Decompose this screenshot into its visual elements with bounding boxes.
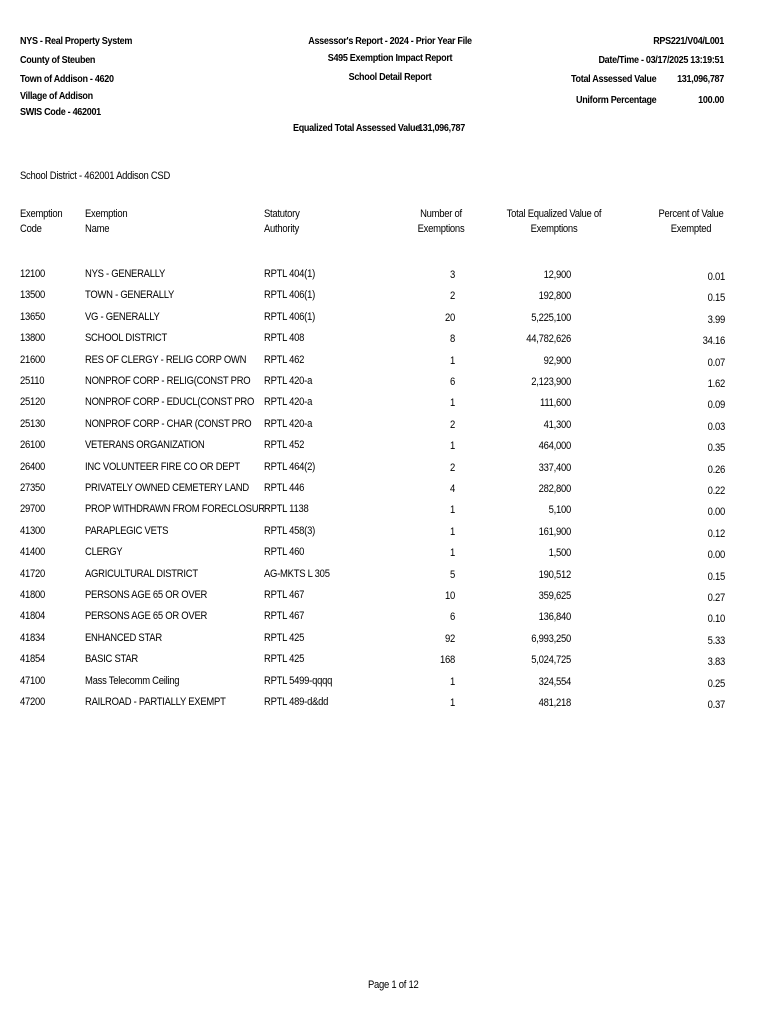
column-header-authority-line2: Authority bbox=[264, 223, 300, 235]
exemption-name-cell: PERSONS AGE 65 OR OVER bbox=[85, 589, 208, 601]
column-header-name bbox=[85, 207, 127, 237]
uniform-percentage-value: 100.00 bbox=[698, 94, 724, 106]
swis-code: SWIS Code - 462001 bbox=[20, 106, 101, 118]
exemption-name-cell: ENHANCED STAR bbox=[85, 631, 162, 644]
report-subtitle: S495 Exemption Impact Report bbox=[327, 52, 453, 64]
table-row bbox=[0, 418, 770, 439]
exemption-count-cell: 4 bbox=[449, 483, 455, 495]
exemption-code-cell: 41804 bbox=[20, 610, 46, 623]
exemption-name-cell: NYS - GENERALLY bbox=[85, 268, 166, 280]
exemption-code-cell: 41300 bbox=[20, 524, 46, 537]
equalized-value-cell: 161,900 bbox=[538, 525, 571, 538]
exemption-name-cell: PARAPLEGIC VETS bbox=[85, 524, 169, 537]
exemption-name-cell: NONPROF CORP - CHAR (CONST PRO bbox=[85, 417, 252, 430]
percent-exempted-cell: 0.22 bbox=[707, 485, 725, 497]
column-header-code bbox=[20, 207, 62, 237]
percent-exempted-cell: 0.03 bbox=[707, 420, 725, 433]
exemption-name-cell: RES OF CLERGY - RELIG CORP OWN bbox=[85, 353, 247, 366]
uniform-percentage-label: Uniform Percentage bbox=[576, 94, 657, 106]
town-name: Town of Addison - 4620 bbox=[20, 73, 114, 85]
equalized-value-cell: 12,900 bbox=[543, 269, 571, 281]
exemption-name-cell: INC VOLUNTEER FIRE CO OR DEPT bbox=[85, 460, 240, 473]
exemption-code-cell: 41834 bbox=[20, 631, 46, 644]
percent-exempted-cell: 1.62 bbox=[707, 378, 725, 390]
percent-exempted-cell: 0.12 bbox=[707, 527, 725, 540]
total-assessed-label: Total Assessed Value bbox=[571, 73, 657, 85]
column-header-percent-line1: Percent of Value bbox=[658, 208, 724, 220]
table-row bbox=[0, 546, 770, 567]
column-header-count-line1: Number of bbox=[420, 208, 462, 220]
table-row bbox=[0, 439, 770, 460]
equalized-value-cell: 359,625 bbox=[538, 590, 571, 602]
equalized-value-cell: 481,218 bbox=[538, 697, 571, 709]
percent-exempted-cell: 5.33 bbox=[707, 634, 725, 647]
exemption-code-cell: 41800 bbox=[20, 589, 46, 601]
column-header-percent-line2: Exempted bbox=[670, 223, 712, 235]
exemption-name-cell: BASIC STAR bbox=[85, 653, 138, 666]
exemption-count-cell: 10 bbox=[444, 590, 455, 602]
column-header-value-line2: Exemptions bbox=[530, 223, 578, 235]
table-row bbox=[0, 396, 770, 417]
exemption-count-cell: 1 bbox=[449, 504, 455, 517]
exemption-code-cell: 25120 bbox=[20, 396, 46, 409]
column-header-count bbox=[407, 207, 476, 237]
exemption-name-cell: TOWN - GENERALLY bbox=[85, 289, 175, 302]
exemption-name-cell: NONPROF CORP - RELIG(CONST PRO bbox=[85, 375, 251, 387]
school-district-title: School District - 462001 Addison CSD bbox=[20, 170, 171, 182]
exemption-name-cell: CLERGY bbox=[85, 546, 123, 559]
exemption-code-cell: 13800 bbox=[20, 332, 46, 345]
percent-exempted-cell: 0.09 bbox=[707, 399, 725, 412]
exemption-code-cell: 21600 bbox=[20, 353, 46, 366]
table-row bbox=[0, 568, 770, 589]
report-datetime: Date/Time - 03/17/2025 13:19:51 bbox=[598, 54, 724, 66]
statutory-authority-cell: RPTL 5499-qqqq bbox=[264, 674, 333, 687]
table-row bbox=[0, 696, 770, 717]
exemption-code-cell: 29700 bbox=[20, 503, 46, 516]
statutory-authority-cell: RPTL 458(3) bbox=[264, 524, 315, 537]
table-row bbox=[0, 632, 770, 653]
table-row bbox=[0, 375, 770, 396]
exemption-count-cell: 6 bbox=[449, 611, 455, 624]
table-row bbox=[0, 482, 770, 503]
equalized-value-cell: 5,225,100 bbox=[531, 311, 571, 324]
exemption-count-cell: 2 bbox=[449, 418, 455, 431]
statutory-authority-cell: RPTL 464(2) bbox=[264, 460, 315, 473]
exemption-name-cell: AGRICULTURAL DISTRICT bbox=[85, 567, 198, 580]
equalized-total-label: Equalized Total Assessed Value bbox=[293, 122, 420, 134]
statutory-authority-cell: RPTL 467 bbox=[264, 589, 305, 601]
percent-exempted-cell: 0.00 bbox=[707, 549, 725, 562]
statutory-authority-cell: RPTL 406(1) bbox=[264, 289, 315, 302]
statutory-authority-cell: RPTL 462 bbox=[264, 353, 305, 366]
table-row bbox=[0, 675, 770, 696]
exemption-code-cell: 26100 bbox=[20, 439, 46, 452]
percent-exempted-cell: 0.37 bbox=[707, 699, 725, 711]
exemption-count-cell: 8 bbox=[449, 333, 455, 346]
equalized-value-cell: 464,000 bbox=[538, 440, 571, 453]
exemption-name-cell: RAILROAD - PARTIALLY EXEMPT bbox=[85, 696, 226, 708]
table-row bbox=[0, 332, 770, 353]
equalized-value-cell: 5,024,725 bbox=[531, 654, 571, 667]
equalized-value-cell: 136,840 bbox=[538, 611, 571, 624]
exemption-code-cell: 25110 bbox=[20, 375, 45, 387]
percent-exempted-cell: 0.15 bbox=[707, 570, 725, 583]
table-row bbox=[0, 289, 770, 310]
equalized-value-cell: 5,100 bbox=[548, 504, 571, 517]
column-header-code-line1: Exemption bbox=[20, 208, 63, 220]
equalized-value-cell: 337,400 bbox=[538, 461, 571, 474]
percent-exempted-cell: 0.00 bbox=[707, 506, 725, 519]
column-header-value-line1: Total Equalized Value of bbox=[506, 208, 602, 220]
exemption-code-cell: 47200 bbox=[20, 696, 46, 708]
exemption-code-cell: 27350 bbox=[20, 482, 46, 494]
table-row bbox=[0, 461, 770, 482]
statutory-authority-cell: RPTL 406(1) bbox=[264, 310, 315, 323]
exemption-count-cell: 168 bbox=[439, 654, 455, 667]
table-row bbox=[0, 268, 770, 289]
exemption-code-cell: 25130 bbox=[20, 417, 46, 430]
percent-exempted-cell: 0.25 bbox=[707, 677, 725, 690]
statutory-authority-cell: RPTL 420-a bbox=[264, 375, 313, 387]
exemption-count-cell: 2 bbox=[449, 461, 455, 474]
statutory-authority-cell: AG-MKTS L 305 bbox=[264, 567, 330, 580]
equalized-value-cell: 1,500 bbox=[548, 547, 571, 560]
table-row bbox=[0, 653, 770, 674]
statutory-authority-cell: RPTL 460 bbox=[264, 546, 305, 559]
exemption-code-cell: 13650 bbox=[20, 310, 46, 323]
village-name: Village of Addison bbox=[20, 90, 93, 102]
percent-exempted-cell: 0.01 bbox=[707, 271, 725, 283]
exemption-count-cell: 5 bbox=[449, 568, 455, 581]
exemption-count-cell: 1 bbox=[449, 675, 455, 688]
page-number: Page 1 of 12 bbox=[368, 979, 419, 991]
percent-exempted-cell: 34.16 bbox=[702, 335, 725, 348]
statutory-authority-cell: RPTL 489-d&dd bbox=[264, 696, 329, 708]
percent-exempted-cell: 0.26 bbox=[707, 463, 725, 476]
equalized-value-cell: 41,300 bbox=[543, 418, 571, 431]
statutory-authority-cell: RPTL 446 bbox=[264, 482, 305, 494]
statutory-authority-cell: RPTL 404(1) bbox=[264, 268, 315, 280]
exemption-code-cell: 41400 bbox=[20, 546, 46, 559]
exemption-count-cell: 92 bbox=[444, 632, 455, 645]
equalized-value-cell: 192,800 bbox=[538, 290, 571, 303]
report-detail: School Detail Report bbox=[348, 71, 432, 83]
statutory-authority-cell: RPTL 467 bbox=[264, 610, 305, 623]
exemption-count-cell: 6 bbox=[449, 376, 455, 388]
exemption-name-cell: NONPROF CORP - EDUCL(CONST PRO bbox=[85, 396, 255, 409]
equalized-value-cell: 282,800 bbox=[538, 483, 571, 495]
county-name: County of Steuben bbox=[20, 54, 96, 66]
statutory-authority-cell: RPTL 420-a bbox=[264, 396, 313, 409]
column-header-authority-line1: Statutory bbox=[264, 208, 300, 220]
statutory-authority-cell: RPTL 425 bbox=[264, 653, 305, 666]
percent-exempted-cell: 0.27 bbox=[707, 592, 725, 604]
report-id: RPS221/V04/L001 bbox=[653, 35, 724, 47]
equalized-value-cell: 6,993,250 bbox=[531, 632, 571, 645]
column-header-name-line1: Exemption bbox=[85, 208, 128, 220]
exemption-count-cell: 1 bbox=[449, 440, 455, 453]
exemption-count-cell: 1 bbox=[449, 525, 455, 538]
percent-exempted-cell: 0.10 bbox=[707, 613, 725, 626]
statutory-authority-cell: RPTL 452 bbox=[264, 439, 305, 452]
column-header-percent bbox=[644, 207, 739, 237]
percent-exempted-cell: 0.15 bbox=[707, 292, 725, 305]
exemption-count-cell: 20 bbox=[444, 311, 455, 324]
statutory-authority-cell: RPTL 408 bbox=[264, 332, 305, 345]
exemption-code-cell: 41720 bbox=[20, 567, 46, 580]
exemption-name-cell: SCHOOL DISTRICT bbox=[85, 332, 167, 345]
column-header-authority bbox=[264, 207, 300, 237]
exemption-code-cell: 26400 bbox=[20, 460, 46, 473]
exemption-name-cell: PERSONS AGE 65 OR OVER bbox=[85, 610, 208, 623]
system-name: NYS - Real Property System bbox=[20, 35, 133, 47]
exemption-name-cell: PROP WITHDRAWN FROM FORECLOSUR bbox=[85, 503, 265, 516]
table-row bbox=[0, 589, 770, 610]
statutory-authority-cell: RPTL 420-a bbox=[264, 417, 313, 430]
exemption-name-cell: VETERANS ORGANIZATION bbox=[85, 439, 205, 452]
percent-exempted-cell: 0.35 bbox=[707, 442, 725, 455]
exemption-count-cell: 1 bbox=[449, 697, 455, 709]
report-title: Assessor's Report - 2024 - Prior Year File bbox=[308, 35, 472, 47]
equalized-value-cell: 44,782,626 bbox=[526, 333, 571, 346]
exemption-code-cell: 47100 bbox=[20, 674, 46, 687]
table-row bbox=[0, 354, 770, 375]
exemption-count-cell: 1 bbox=[449, 397, 455, 410]
equalized-value-cell: 111,600 bbox=[540, 397, 571, 410]
equalized-value-cell: 92,900 bbox=[543, 354, 571, 367]
exemption-count-cell: 1 bbox=[449, 547, 455, 560]
exemption-name-cell: Mass Telecomm Ceiling bbox=[85, 674, 180, 687]
exemption-count-cell: 3 bbox=[449, 269, 455, 281]
statutory-authority-cell: RPTL 425 bbox=[264, 631, 305, 644]
table-row bbox=[0, 525, 770, 546]
table-row bbox=[0, 610, 770, 631]
exemption-code-cell: 41854 bbox=[20, 653, 46, 666]
statutory-authority-cell: RPTL 1138 bbox=[264, 503, 309, 516]
equalized-value-cell: 324,554 bbox=[538, 675, 571, 688]
table-row bbox=[0, 311, 770, 332]
equalized-value-cell: 2,123,900 bbox=[531, 376, 571, 388]
exemption-code-cell: 13500 bbox=[20, 289, 46, 302]
column-header-name-line2: Name bbox=[85, 223, 110, 235]
equalized-total-value: 131,096,787 bbox=[418, 122, 465, 134]
column-header-count-line2: Exemptions bbox=[417, 223, 465, 235]
percent-exempted-cell: 3.83 bbox=[707, 656, 725, 669]
column-header-value bbox=[490, 207, 619, 237]
percent-exempted-cell: 3.99 bbox=[707, 313, 725, 326]
percent-exempted-cell: 0.07 bbox=[707, 356, 725, 369]
equalized-value-cell: 190,512 bbox=[538, 568, 571, 581]
exemption-count-cell: 2 bbox=[449, 290, 455, 303]
exemption-name-cell: VG - GENERALLY bbox=[85, 310, 160, 323]
exemption-name-cell: PRIVATELY OWNED CEMETERY LAND bbox=[85, 482, 249, 494]
exemption-count-cell: 1 bbox=[449, 354, 455, 367]
table-row bbox=[0, 503, 770, 524]
total-assessed-value: 131,096,787 bbox=[677, 73, 724, 85]
column-header-code-line2: Code bbox=[20, 223, 42, 235]
exemption-code-cell: 12100 bbox=[20, 268, 46, 280]
